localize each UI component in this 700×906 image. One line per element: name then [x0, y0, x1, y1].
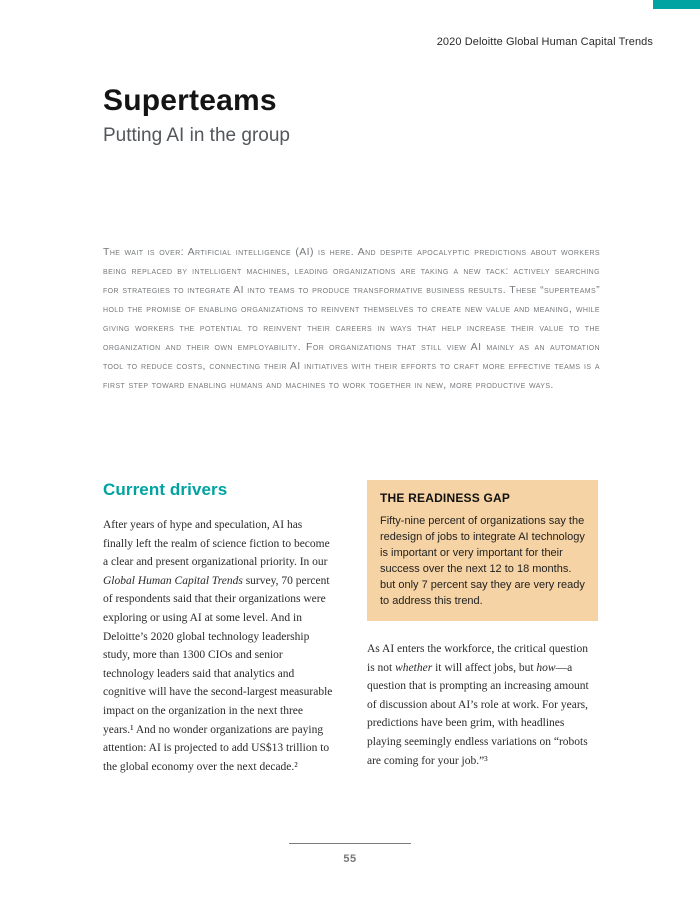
- intro-paragraph: The wait is over: Artificial intelligence (AI) is here. And despite apocalyptic predictions about workers being replaced by intelligent machines, leading organizations are taking a new tack: actively searching for strategies to integrate AI into teams to produce transformative business results. These “superteams” hold the promise of enabling organizations to reinvent themselves to create new value and meaning, while giving workers the potential to reinvent their careers in ways that help increase their value to the organization and their own employability. For organizations that still view AI mainly as an automation tool to reduce costs, connecting their AI initiatives with their efforts to craft more effective teams is a first step toward enabling humans and machines to work together in new, more productive ways.: [103, 246, 600, 391]
- page-number: 55: [343, 853, 357, 865]
- title-block: [103, 84, 290, 147]
- readiness-gap-callout: [367, 480, 598, 621]
- section-heading-current-drivers: Current drivers: [103, 480, 228, 499]
- left-paragraph-text-2: survey, 70 percent of respondents said that their organizations were exploring or using AI at some level. And in Deloitte’s 2020 global technology leadership study, more than 1300 CIOs and senior technology leaders said that analytics and cognitive will have the second-largest measurable impact on the organization in the next three years.¹ And no wonder organizations are paying attention: AI is projected to add US$13 trillion to the global economy over the next decade.²: [103, 574, 333, 773]
- left-column-paragraph: [103, 516, 334, 776]
- callout-title: THE READINESS GAP: [380, 491, 511, 505]
- right-column-paragraph: [367, 640, 598, 770]
- right-paragraph-italic-how: how: [536, 661, 556, 674]
- left-column: [103, 480, 334, 776]
- page-subtitle: Putting AI in the group: [103, 125, 290, 146]
- report-header: 2020 Deloitte Global Human Capital Trends: [436, 36, 653, 48]
- corner-accent-bar: [653, 0, 700, 9]
- right-paragraph-text-2: it will affect jobs, but: [432, 661, 537, 674]
- right-paragraph-text-3: —a question that is prompting an increasing amount of discussion about AI’s role at work. For years, predictions have been grim, with headlines playing seemingly endless variations on “robots are coming for your job.”³: [367, 661, 589, 767]
- callout-body: Fifty-nine percent of organizations say the redesign of jobs to integrate AI technology is important or very important for their success over the next 12 to 18 months. but only 7 percent say they are very ready to address this trend.: [380, 515, 585, 607]
- page-title: Superteams: [103, 84, 277, 117]
- right-paragraph-text-1: As AI enters the workforce, the critical question is not: [367, 643, 588, 674]
- two-column-body: [103, 480, 598, 776]
- right-paragraph-italic-whether: whether: [395, 661, 433, 674]
- footer-divider: [289, 843, 411, 844]
- left-paragraph-italic-title: Global Human Capital Trends: [103, 574, 243, 587]
- page-footer: [0, 843, 700, 865]
- left-paragraph-text-1: After years of hype and speculation, AI has finally left the realm of science fiction to become a clear and present organizational priority. In our: [103, 519, 330, 569]
- right-column: [367, 480, 598, 776]
